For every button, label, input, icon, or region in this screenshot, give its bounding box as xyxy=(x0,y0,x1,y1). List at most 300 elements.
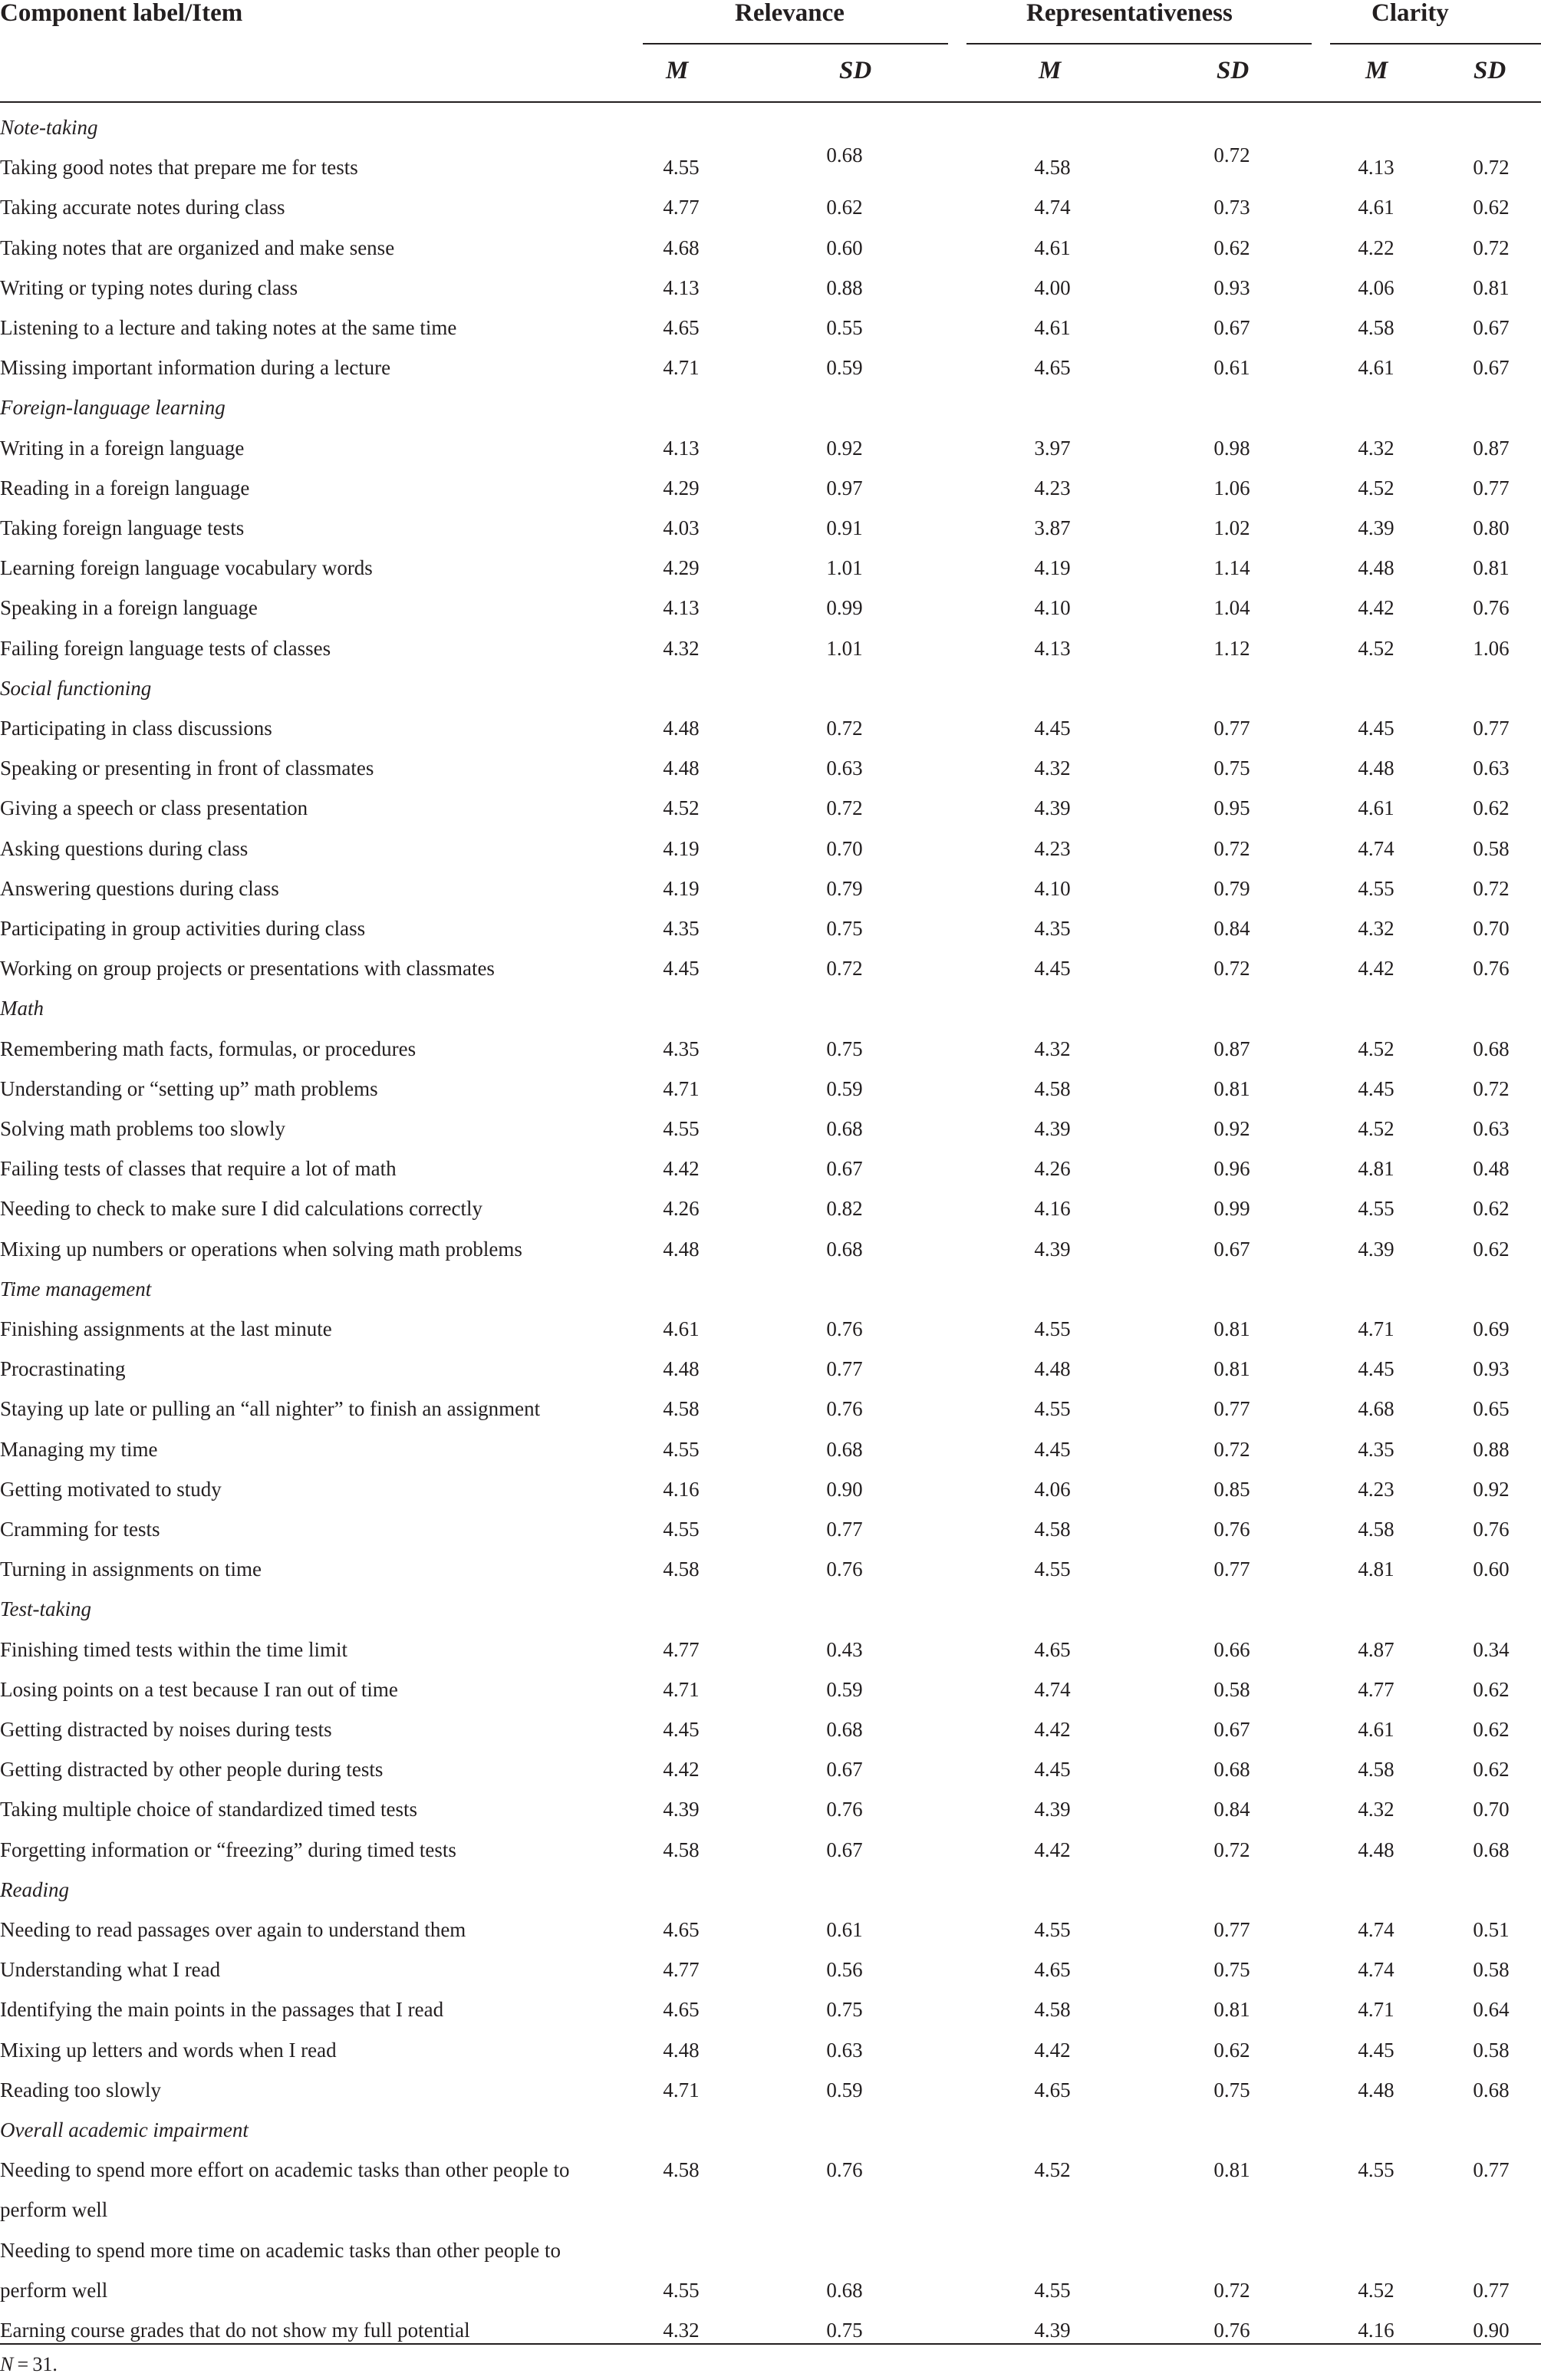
relevance-sd-cell: 0.90 xyxy=(826,1477,863,1501)
clarity-sd-cell: 0.64 xyxy=(1473,1998,1510,2022)
table-row xyxy=(0,2150,1541,2230)
item-label: Failing tests of classes that require a lot of math xyxy=(0,1157,397,1181)
relevance-m-cell: 4.71 xyxy=(663,2078,700,2101)
representativeness-sd-cell: 0.85 xyxy=(1213,1477,1250,1501)
table-row xyxy=(0,2230,1541,2310)
representativeness-sd-cell: 0.84 xyxy=(1213,1798,1250,1821)
representativeness-sd-cell: 0.62 xyxy=(1213,236,1250,259)
section-label: Overall academic impairment xyxy=(0,2118,249,2141)
clarity-m-cell: 4.55 xyxy=(1358,1197,1394,1221)
relevance-sd-cell: 0.92 xyxy=(826,436,863,460)
relevance-m-cell: 4.39 xyxy=(663,1798,700,1821)
table-row xyxy=(0,1469,1541,1509)
clarity-sd-cell: 0.68 xyxy=(1473,1838,1510,1861)
relevance-sd-cell: 0.68 xyxy=(826,143,863,167)
table-row xyxy=(0,1670,1541,1709)
representativeness-sd-cell: 0.96 xyxy=(1213,1157,1250,1181)
table-row xyxy=(0,869,1541,908)
representativeness-sd-cell: 0.81 xyxy=(1213,1998,1250,2022)
clarity-sd-cell: 0.67 xyxy=(1473,316,1510,339)
relevance-sd-cell: 0.60 xyxy=(826,236,863,259)
relevance-m-cell: 4.32 xyxy=(663,2319,700,2342)
representativeness-sd-cell: 1.14 xyxy=(1213,556,1250,580)
item-label: Working on group projects or presentations with classmates xyxy=(0,957,495,981)
representativeness-sd-header: SD xyxy=(1217,57,1250,84)
section-row xyxy=(0,107,1541,147)
clarity-m-cell: 4.52 xyxy=(1358,636,1394,660)
item-label: Identifying the main points in the passages that I read xyxy=(0,1998,444,2022)
relevance-sd-cell: 0.76 xyxy=(826,1558,863,1581)
representativeness-m-cell: 4.42 xyxy=(1034,1838,1071,1861)
clarity-m-cell: 4.06 xyxy=(1358,275,1394,299)
item-label: Getting distracted by other people during tests xyxy=(0,1758,384,1782)
clarity-sd-cell: 0.72 xyxy=(1473,1076,1510,1100)
clarity-m-cell: 4.32 xyxy=(1358,436,1394,460)
clarity-m-cell: 4.39 xyxy=(1358,516,1394,539)
item-label: Finishing assignments at the last minute xyxy=(0,1317,332,1340)
table-row xyxy=(0,829,1541,869)
item-label: Earning course grades that do not show my full potential xyxy=(0,2319,470,2342)
section-label: Foreign-language learning xyxy=(0,396,226,420)
representativeness-sd-cell: 1.12 xyxy=(1213,636,1250,660)
clarity-m-cell: 4.81 xyxy=(1358,1558,1394,1581)
item-label: Taking notes that are organized and make sense xyxy=(0,236,395,259)
table-row xyxy=(0,1349,1541,1389)
relevance-m-cell: 4.55 xyxy=(663,1117,700,1140)
relevance-m-cell: 4.55 xyxy=(663,1437,700,1461)
table-row xyxy=(0,1229,1541,1269)
relevance-m-cell: 4.58 xyxy=(663,2158,700,2182)
representativeness-sd-cell: 0.77 xyxy=(1213,1397,1250,1421)
representativeness-sd-cell: 0.76 xyxy=(1213,1518,1250,1541)
relevance-sd-cell: 0.63 xyxy=(826,757,863,780)
relevance-sd-cell: 0.67 xyxy=(826,1838,863,1861)
item-label: Speaking in a foreign language xyxy=(0,596,258,620)
item-label: Answering questions during class xyxy=(0,876,279,900)
relevance-sd-cell: 0.67 xyxy=(826,1157,863,1181)
relevance-sd-cell: 0.76 xyxy=(826,1798,863,1821)
representativeness-m-cell: 4.55 xyxy=(1034,1558,1071,1581)
relevance-sd-cell: 0.76 xyxy=(826,1317,863,1340)
representativeness-m-cell: 4.23 xyxy=(1034,476,1071,499)
representativeness-m-cell: 4.65 xyxy=(1034,356,1071,380)
table-row xyxy=(0,1630,1541,1670)
relevance-m-cell: 4.29 xyxy=(663,556,700,580)
representativeness-m-cell: 4.00 xyxy=(1034,275,1071,299)
relevance-m-cell: 4.26 xyxy=(663,1197,700,1221)
clarity-sd-cell: 0.62 xyxy=(1473,796,1510,820)
representativeness-sd-cell: 1.04 xyxy=(1213,596,1250,620)
table-row xyxy=(0,268,1541,308)
clarity-sd-cell: 0.68 xyxy=(1473,1037,1510,1060)
clarity-m-cell: 4.48 xyxy=(1358,2078,1394,2101)
clarity-sd-cell: 0.70 xyxy=(1473,1798,1510,1821)
section-label: Reading xyxy=(0,1877,69,1901)
clarity-m-cell: 4.74 xyxy=(1358,836,1394,860)
relevance-sd-cell: 0.75 xyxy=(826,917,863,940)
relevance-m-cell: 4.45 xyxy=(663,957,700,981)
relevance-sd-cell: 0.99 xyxy=(826,596,863,620)
clarity-m-cell: 4.45 xyxy=(1358,1076,1394,1100)
clarity-sd-cell: 0.93 xyxy=(1473,1357,1510,1381)
representativeness-m-cell: 4.55 xyxy=(1034,1397,1071,1421)
representativeness-sd-cell: 0.76 xyxy=(1213,2319,1250,2342)
clarity-sd-cell: 0.62 xyxy=(1473,196,1510,219)
relevance-m-cell: 4.55 xyxy=(663,2278,700,2302)
clarity-sd-cell: 0.62 xyxy=(1473,1677,1510,1701)
n-label: N xyxy=(0,2353,14,2375)
n-value: = 31. xyxy=(13,2353,58,2375)
clarity-sd-cell: 0.34 xyxy=(1473,1637,1510,1661)
relevance-m-cell: 4.19 xyxy=(663,876,700,900)
relevance-m-cell: 4.65 xyxy=(663,316,700,339)
representativeness-sd-cell: 0.81 xyxy=(1213,1357,1250,1381)
table-row xyxy=(0,228,1541,268)
clarity-sd-cell: 0.58 xyxy=(1473,1958,1510,1982)
table-row xyxy=(0,1069,1541,1109)
item-label: Needing to check to make sure I did calculations correctly xyxy=(0,1197,483,1221)
relevance-m-cell: 4.03 xyxy=(663,516,700,539)
representativeness-sd-cell: 0.67 xyxy=(1213,1237,1250,1261)
clarity-m-cell: 4.52 xyxy=(1358,1037,1394,1060)
representativeness-m-cell: 4.74 xyxy=(1034,1677,1071,1701)
relevance-sd-cell: 0.43 xyxy=(826,1637,863,1661)
table-row xyxy=(0,548,1541,588)
relevance-m-cell: 4.13 xyxy=(663,436,700,460)
table-row xyxy=(0,1029,1541,1069)
representativeness-m-cell: 4.39 xyxy=(1034,1237,1071,1261)
clarity-sd-cell: 0.68 xyxy=(1473,2078,1510,2101)
table-row xyxy=(0,143,1541,187)
relevance-sd-cell: 0.68 xyxy=(826,1718,863,1741)
relevance-sd-cell: 0.61 xyxy=(826,1918,863,1941)
relevance-sd-cell: 0.56 xyxy=(826,1958,863,1982)
section-row xyxy=(0,1589,1541,1629)
item-label: Writing in a foreign language xyxy=(0,436,245,460)
relevance-sd-cell: 0.59 xyxy=(826,2078,863,2101)
item-label: Needing to spend more time on academic tasks than other people to perform well xyxy=(0,2238,561,2302)
clarity-sd-cell: 0.62 xyxy=(1473,1197,1510,1221)
relevance-m-cell: 4.58 xyxy=(663,1838,700,1861)
relevance-m-cell: 4.65 xyxy=(663,1998,700,2022)
item-label: Taking good notes that prepare me for tests xyxy=(0,156,358,180)
representativeness-m-cell: 4.58 xyxy=(1034,1076,1071,1100)
relevance-m-cell: 4.32 xyxy=(663,636,700,660)
relevance-m-cell: 4.77 xyxy=(663,1637,700,1661)
clarity-sd-cell: 0.76 xyxy=(1473,1518,1510,1541)
item-column-header: Component label/Item xyxy=(0,0,243,27)
relevance-m-cell: 4.19 xyxy=(663,836,700,860)
clarity-m-cell: 4.74 xyxy=(1358,1958,1394,1982)
representativeness-m-cell: 4.45 xyxy=(1034,717,1071,740)
relevance-m-cell: 4.65 xyxy=(663,1918,700,1941)
clarity-sd-cell: 1.06 xyxy=(1473,636,1510,660)
relevance-sd-cell: 0.77 xyxy=(826,1357,863,1381)
clarity-sd-cell: 0.77 xyxy=(1473,476,1510,499)
item-label: Mixing up numbers or operations when solving math problems xyxy=(0,1237,522,1261)
representativeness-m-cell: 4.58 xyxy=(1034,156,1071,180)
clarity-sd-cell: 0.77 xyxy=(1473,2158,1510,2182)
representativeness-m-cell: 4.45 xyxy=(1034,1437,1071,1461)
clarity-sd-cell: 0.65 xyxy=(1473,1397,1510,1421)
clarity-m-cell: 4.52 xyxy=(1358,476,1394,499)
representativeness-sd-cell: 0.72 xyxy=(1213,957,1250,981)
item-label: Reading too slowly xyxy=(0,2078,161,2101)
relevance-m-cell: 4.71 xyxy=(663,1076,700,1100)
relevance-m-cell: 4.45 xyxy=(663,1718,700,1741)
item-label: Needing to read passages over again to understand them xyxy=(0,1918,466,1941)
item-label: Staying up late or pulling an “all nighter” to finish an assignment xyxy=(0,1397,541,1421)
item-label: Asking questions during class xyxy=(0,836,249,860)
table-row xyxy=(0,1749,1541,1789)
clarity-m-cell: 4.39 xyxy=(1358,1237,1394,1261)
representativeness-sd-cell: 0.72 xyxy=(1213,1437,1250,1461)
clarity-sd-cell: 0.92 xyxy=(1473,1477,1510,1501)
item-label: Listening to a lecture and taking notes at the same time xyxy=(0,316,457,339)
relevance-sd-cell: 0.75 xyxy=(826,2319,863,2342)
item-label: Speaking or presenting in front of classmates xyxy=(0,757,374,780)
clarity-m-cell: 4.58 xyxy=(1358,1758,1394,1782)
section-label: Social functioning xyxy=(0,676,152,700)
relevance-m-cell: 4.71 xyxy=(663,356,700,380)
clarity-m-cell: 4.23 xyxy=(1358,1477,1394,1501)
clarity-m-cell: 4.61 xyxy=(1358,196,1394,219)
clarity-m-cell: 4.52 xyxy=(1358,2278,1394,2302)
clarity-sd-cell: 0.60 xyxy=(1473,1558,1510,1581)
relevance-sd-cell: 0.59 xyxy=(826,1677,863,1701)
clarity-m-cell: 4.58 xyxy=(1358,316,1394,339)
clarity-header: Clarity xyxy=(1371,0,1449,27)
item-label: Reading in a foreign language xyxy=(0,476,250,499)
representativeness-m-cell: 4.23 xyxy=(1034,836,1071,860)
clarity-sd-cell: 0.62 xyxy=(1473,1237,1510,1261)
clarity-sd-cell: 0.77 xyxy=(1473,717,1510,740)
item-label: Understanding or “setting up” math problems xyxy=(0,1076,378,1100)
table-row xyxy=(0,1389,1541,1429)
relevance-sd-cell: 0.76 xyxy=(826,2158,863,2182)
relevance-sd-cell: 0.79 xyxy=(826,876,863,900)
clarity-sd-cell: 0.80 xyxy=(1473,516,1510,539)
clarity-sd-cell: 0.72 xyxy=(1473,236,1510,259)
item-label: Writing or typing notes during class xyxy=(0,275,298,299)
clarity-m-header: M xyxy=(1365,57,1388,84)
table-row xyxy=(0,187,1541,227)
representativeness-sd-cell: 0.62 xyxy=(1213,2038,1250,2062)
relevance-m-cell: 4.42 xyxy=(663,1157,700,1181)
representativeness-sd-cell: 0.75 xyxy=(1213,2078,1250,2101)
clarity-sd-cell: 0.69 xyxy=(1473,1317,1510,1340)
relevance-sd-cell: 0.88 xyxy=(826,275,863,299)
table-row xyxy=(0,948,1541,988)
relevance-m-cell: 4.77 xyxy=(663,1958,700,1982)
relevance-m-cell: 4.58 xyxy=(663,1397,700,1421)
representativeness-sd-cell: 0.67 xyxy=(1213,316,1250,339)
clarity-m-cell: 4.52 xyxy=(1358,1117,1394,1140)
clarity-sd-cell: 0.90 xyxy=(1473,2319,1510,2342)
representativeness-sd-cell: 1.06 xyxy=(1213,476,1250,499)
clarity-m-cell: 4.61 xyxy=(1358,356,1394,380)
representativeness-m-cell: 4.06 xyxy=(1034,1477,1071,1501)
relevance-sd-cell: 0.70 xyxy=(826,836,863,860)
relevance-m-cell: 4.48 xyxy=(663,1357,700,1381)
relevance-m-cell: 4.55 xyxy=(663,156,700,180)
representativeness-sd-cell: 0.77 xyxy=(1213,717,1250,740)
section-label: Math xyxy=(0,997,44,1020)
relevance-m-cell: 4.13 xyxy=(663,275,700,299)
representativeness-m-cell: 4.45 xyxy=(1034,1758,1071,1782)
clarity-sd-cell: 0.62 xyxy=(1473,1758,1510,1782)
item-label: Failing foreign language tests of classes xyxy=(0,636,331,660)
representativeness-sd-cell: 0.98 xyxy=(1213,436,1250,460)
representativeness-sd-cell: 0.95 xyxy=(1213,796,1250,820)
relevance-m-cell: 4.55 xyxy=(663,1518,700,1541)
representativeness-m-cell: 3.87 xyxy=(1034,516,1071,539)
representativeness-sd-cell: 0.61 xyxy=(1213,356,1250,380)
table-row xyxy=(0,348,1541,387)
relevance-sd-cell: 0.72 xyxy=(826,796,863,820)
relevance-sd-cell: 0.91 xyxy=(826,516,863,539)
table-row xyxy=(0,1309,1541,1349)
relevance-m-cell: 4.42 xyxy=(663,1758,700,1782)
representativeness-sd-cell: 0.99 xyxy=(1213,1197,1250,1221)
clarity-sd-cell: 0.58 xyxy=(1473,2038,1510,2062)
relevance-sd-cell: 0.68 xyxy=(826,1237,863,1261)
representativeness-m-cell: 4.74 xyxy=(1034,196,1071,219)
representativeness-sd-cell: 0.93 xyxy=(1213,275,1250,299)
table-row xyxy=(0,1830,1541,1870)
representativeness-sd-cell: 0.68 xyxy=(1213,1758,1250,1782)
representativeness-m-header: M xyxy=(1039,57,1062,84)
clarity-sd-cell: 0.88 xyxy=(1473,1437,1510,1461)
clarity-sd-cell: 0.58 xyxy=(1473,836,1510,860)
clarity-sd-cell: 0.72 xyxy=(1473,156,1510,180)
table-row xyxy=(0,1188,1541,1228)
clarity-m-cell: 4.71 xyxy=(1358,1998,1394,2022)
relevance-sd-cell: 0.82 xyxy=(826,1197,863,1221)
item-label: Participating in class discussions xyxy=(0,717,272,740)
representativeness-sd-cell: 0.79 xyxy=(1213,876,1250,900)
relevance-sd-cell: 0.68 xyxy=(826,1437,863,1461)
relevance-m-cell: 4.61 xyxy=(663,1317,700,1340)
relevance-m-cell: 4.58 xyxy=(663,1558,700,1581)
table-footnote xyxy=(0,2349,58,2380)
representativeness-m-cell: 4.35 xyxy=(1034,917,1071,940)
representativeness-sd-cell: 0.77 xyxy=(1213,1558,1250,1581)
section-row xyxy=(0,387,1541,427)
clarity-m-cell: 4.35 xyxy=(1358,1437,1394,1461)
representativeness-sd-cell: 0.81 xyxy=(1213,2158,1250,2182)
item-label: Finishing timed tests within the time limit xyxy=(0,1637,348,1661)
item-label: Getting motivated to study xyxy=(0,1477,222,1501)
section-row xyxy=(0,1870,1541,1910)
representativeness-m-cell: 4.65 xyxy=(1034,2078,1071,2101)
representativeness-sd-cell: 0.75 xyxy=(1213,1958,1250,1982)
item-label: Forgetting information or “freezing” during timed tests xyxy=(0,1838,456,1861)
relevance-m-cell: 4.52 xyxy=(663,796,700,820)
table-row xyxy=(0,1910,1541,1950)
clarity-sd-header: SD xyxy=(1473,57,1506,84)
relevance-sd-cell: 0.75 xyxy=(826,1998,863,2022)
item-label: Missing important information during a lecture xyxy=(0,356,391,380)
relevance-sd-cell: 0.63 xyxy=(826,2038,863,2062)
section-label: Time management xyxy=(0,1277,152,1300)
clarity-sd-cell: 0.67 xyxy=(1473,356,1510,380)
item-label: Cramming for tests xyxy=(0,1518,160,1541)
clarity-m-cell: 4.42 xyxy=(1358,596,1394,620)
representativeness-m-cell: 4.39 xyxy=(1034,1117,1071,1140)
relevance-m-cell: 4.29 xyxy=(663,476,700,499)
item-label: Turning in assignments on time xyxy=(0,1558,262,1581)
table-row xyxy=(0,468,1541,508)
table-row xyxy=(0,588,1541,628)
representativeness-m-cell: 4.13 xyxy=(1034,636,1071,660)
representativeness-m-cell: 4.26 xyxy=(1034,1157,1071,1181)
representativeness-sd-cell: 0.72 xyxy=(1213,143,1250,167)
clarity-sd-cell: 0.81 xyxy=(1473,556,1510,580)
representativeness-sd-cell: 0.81 xyxy=(1213,1317,1250,1340)
item-label: Learning foreign language vocabulary words xyxy=(0,556,373,580)
relevance-m-cell: 4.48 xyxy=(663,2038,700,2062)
representativeness-sd-cell: 0.87 xyxy=(1213,1037,1250,1060)
item-label: Losing points on a test because I ran out of time xyxy=(0,1677,398,1701)
item-label: Understanding what I read xyxy=(0,1958,221,1982)
clarity-m-cell: 4.87 xyxy=(1358,1637,1394,1661)
item-label: Needing to spend more effort on academic tasks than other people to perform well xyxy=(0,2158,570,2222)
item-label: Taking accurate notes during class xyxy=(0,196,285,219)
table-row xyxy=(0,1950,1541,1989)
section-row xyxy=(0,2110,1541,2150)
clarity-m-cell: 4.22 xyxy=(1358,236,1394,259)
relevance-sd-cell: 1.01 xyxy=(826,556,863,580)
representativeness-m-cell: 4.55 xyxy=(1034,2278,1071,2302)
representativeness-sd-cell: 0.73 xyxy=(1213,196,1250,219)
relevance-sd-header: SD xyxy=(839,57,872,84)
item-label: Managing my time xyxy=(0,1437,158,1461)
relevance-m-cell: 4.48 xyxy=(663,717,700,740)
relevance-m-cell: 4.16 xyxy=(663,1477,700,1501)
table-row xyxy=(0,508,1541,548)
clarity-sd-cell: 0.63 xyxy=(1473,757,1510,780)
item-label: Taking multiple choice of standardized timed tests xyxy=(0,1798,417,1821)
representativeness-m-cell: 4.32 xyxy=(1034,1037,1071,1060)
relevance-sd-cell: 0.77 xyxy=(826,1518,863,1541)
clarity-sd-cell: 0.87 xyxy=(1473,436,1510,460)
representativeness-sd-cell: 0.72 xyxy=(1213,1838,1250,1861)
representativeness-sd-cell: 0.75 xyxy=(1213,757,1250,780)
table-row xyxy=(0,1789,1541,1829)
table-row xyxy=(0,428,1541,468)
clarity-m-cell: 4.45 xyxy=(1358,717,1394,740)
representativeness-m-cell: 4.42 xyxy=(1034,1718,1071,1741)
clarity-m-cell: 4.71 xyxy=(1358,1317,1394,1340)
section-row xyxy=(0,668,1541,708)
clarity-sd-cell: 0.72 xyxy=(1473,876,1510,900)
relevance-m-cell: 4.77 xyxy=(663,196,700,219)
relevance-sd-cell: 1.01 xyxy=(826,636,863,660)
relevance-sd-cell: 0.72 xyxy=(826,717,863,740)
representativeness-sd-cell: 0.84 xyxy=(1213,917,1250,940)
clarity-m-cell: 4.48 xyxy=(1358,556,1394,580)
relevance-sd-cell: 0.67 xyxy=(826,1758,863,1782)
table-row xyxy=(0,1149,1541,1188)
clarity-sd-cell: 0.76 xyxy=(1473,957,1510,981)
item-label: Getting distracted by noises during tests xyxy=(0,1718,332,1741)
item-label: Giving a speech or class presentation xyxy=(0,796,308,820)
clarity-sd-cell: 0.63 xyxy=(1473,1117,1510,1140)
item-label: Procrastinating xyxy=(0,1357,126,1381)
table-row xyxy=(0,1429,1541,1469)
table-row xyxy=(0,628,1541,668)
